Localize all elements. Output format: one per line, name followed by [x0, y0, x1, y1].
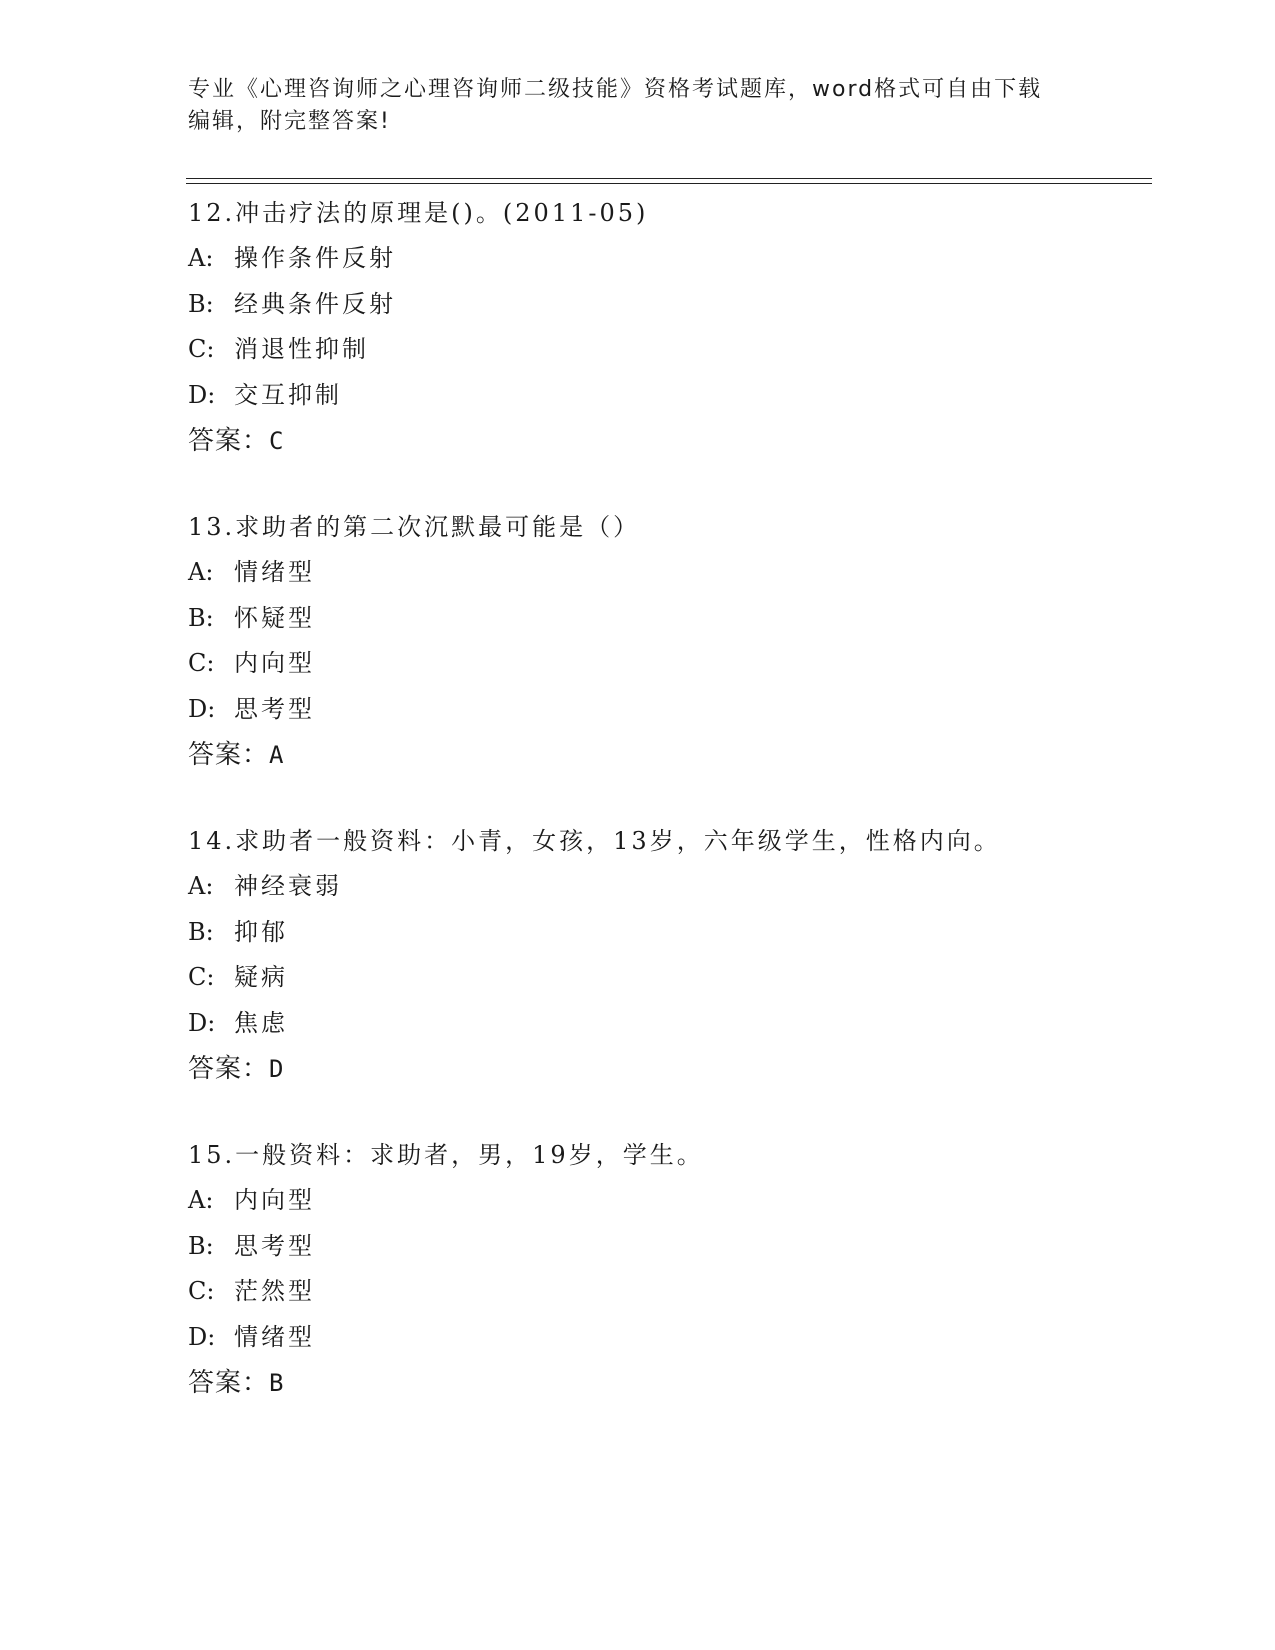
option-text: 消退性抑制 [234, 335, 369, 363]
question-title: 14.求助者一般资料：小青，女孩，13岁，六年级学生，性格内向。 [188, 827, 1001, 855]
option-text: 经典条件反射 [234, 289, 396, 318]
answer-label: 答案： [188, 1054, 270, 1084]
option-a [188, 864, 1148, 910]
option-d [188, 687, 1148, 733]
answer-label: 答案： [188, 1368, 270, 1398]
question-15 [188, 1132, 1148, 1406]
answer-label: 答案： [188, 740, 270, 770]
question-13 [188, 504, 1148, 778]
option-text: 交互抑制 [234, 380, 342, 409]
option-text: 神经衰弱 [234, 872, 342, 900]
option-letter: A: [188, 1186, 214, 1214]
option-text: 疑病 [234, 963, 288, 991]
answer-line [188, 418, 1148, 464]
question-title: 13.求助者的第二次沉默最可能是（） [188, 513, 641, 541]
option-text: 焦虑 [234, 1008, 288, 1037]
answer-value: B [269, 1369, 284, 1397]
option-c [188, 327, 1148, 373]
option-text: 思考型 [234, 1231, 315, 1260]
question-14 [188, 818, 1148, 1092]
header-divider-bottom [186, 183, 1152, 184]
option-b [188, 910, 1148, 956]
option-letter: C: [188, 1277, 215, 1305]
option-d [188, 1001, 1148, 1047]
answer-line [188, 732, 1148, 778]
option-letter: A: [188, 872, 214, 900]
question-12 [188, 190, 1148, 464]
option-letter: C: [188, 649, 215, 677]
option-a [188, 1178, 1148, 1224]
answer-value: A [269, 741, 284, 769]
option-text: 抑郁 [234, 917, 288, 946]
answer-line [188, 1046, 1148, 1092]
answer-label: 答案： [188, 426, 270, 456]
option-c [188, 955, 1148, 1001]
option-text: 思考型 [234, 694, 315, 723]
question-title: 15.一般资料：求助者，男，19岁，学生。 [188, 1141, 704, 1169]
option-b [188, 282, 1148, 328]
option-text: 情绪型 [234, 1322, 315, 1351]
document-header [188, 74, 1068, 138]
option-letter: A: [188, 244, 214, 272]
option-letter: B: [188, 1231, 214, 1260]
question-title: 12.冲击疗法的原理是()。(2011-05) [188, 199, 649, 227]
option-b [188, 596, 1148, 642]
answer-line [188, 1360, 1148, 1406]
option-text: 怀疑型 [234, 603, 315, 632]
option-d [188, 1315, 1148, 1361]
answer-value: C [269, 427, 284, 455]
option-letter: A: [188, 558, 214, 586]
option-letter: D: [188, 1008, 216, 1037]
option-c [188, 1269, 1148, 1315]
option-text: 内向型 [234, 1186, 315, 1214]
option-a [188, 550, 1148, 596]
option-text: 情绪型 [234, 558, 315, 586]
option-text: 操作条件反射 [234, 244, 396, 272]
question-list [188, 190, 1148, 1446]
option-text: 茫然型 [234, 1277, 315, 1305]
answer-value: D [269, 1055, 284, 1083]
option-b [188, 1224, 1148, 1270]
option-letter: D: [188, 380, 216, 409]
option-c [188, 641, 1148, 687]
option-letter: B: [188, 917, 214, 946]
header-line-2: 编辑，附完整答案! [188, 109, 391, 134]
option-a [188, 236, 1148, 282]
option-letter: D: [188, 1322, 216, 1351]
option-letter: B: [188, 603, 214, 632]
option-letter: C: [188, 963, 215, 991]
option-letter: B: [188, 289, 214, 318]
header-divider-top [186, 178, 1152, 179]
option-d [188, 373, 1148, 419]
option-letter: D: [188, 694, 216, 723]
header-line-1: 专业《心理咨询师之心理咨询师二级技能》资格考试题库，word格式可自由下载 [188, 77, 1043, 102]
option-letter: C: [188, 335, 215, 363]
option-text: 内向型 [234, 649, 315, 677]
